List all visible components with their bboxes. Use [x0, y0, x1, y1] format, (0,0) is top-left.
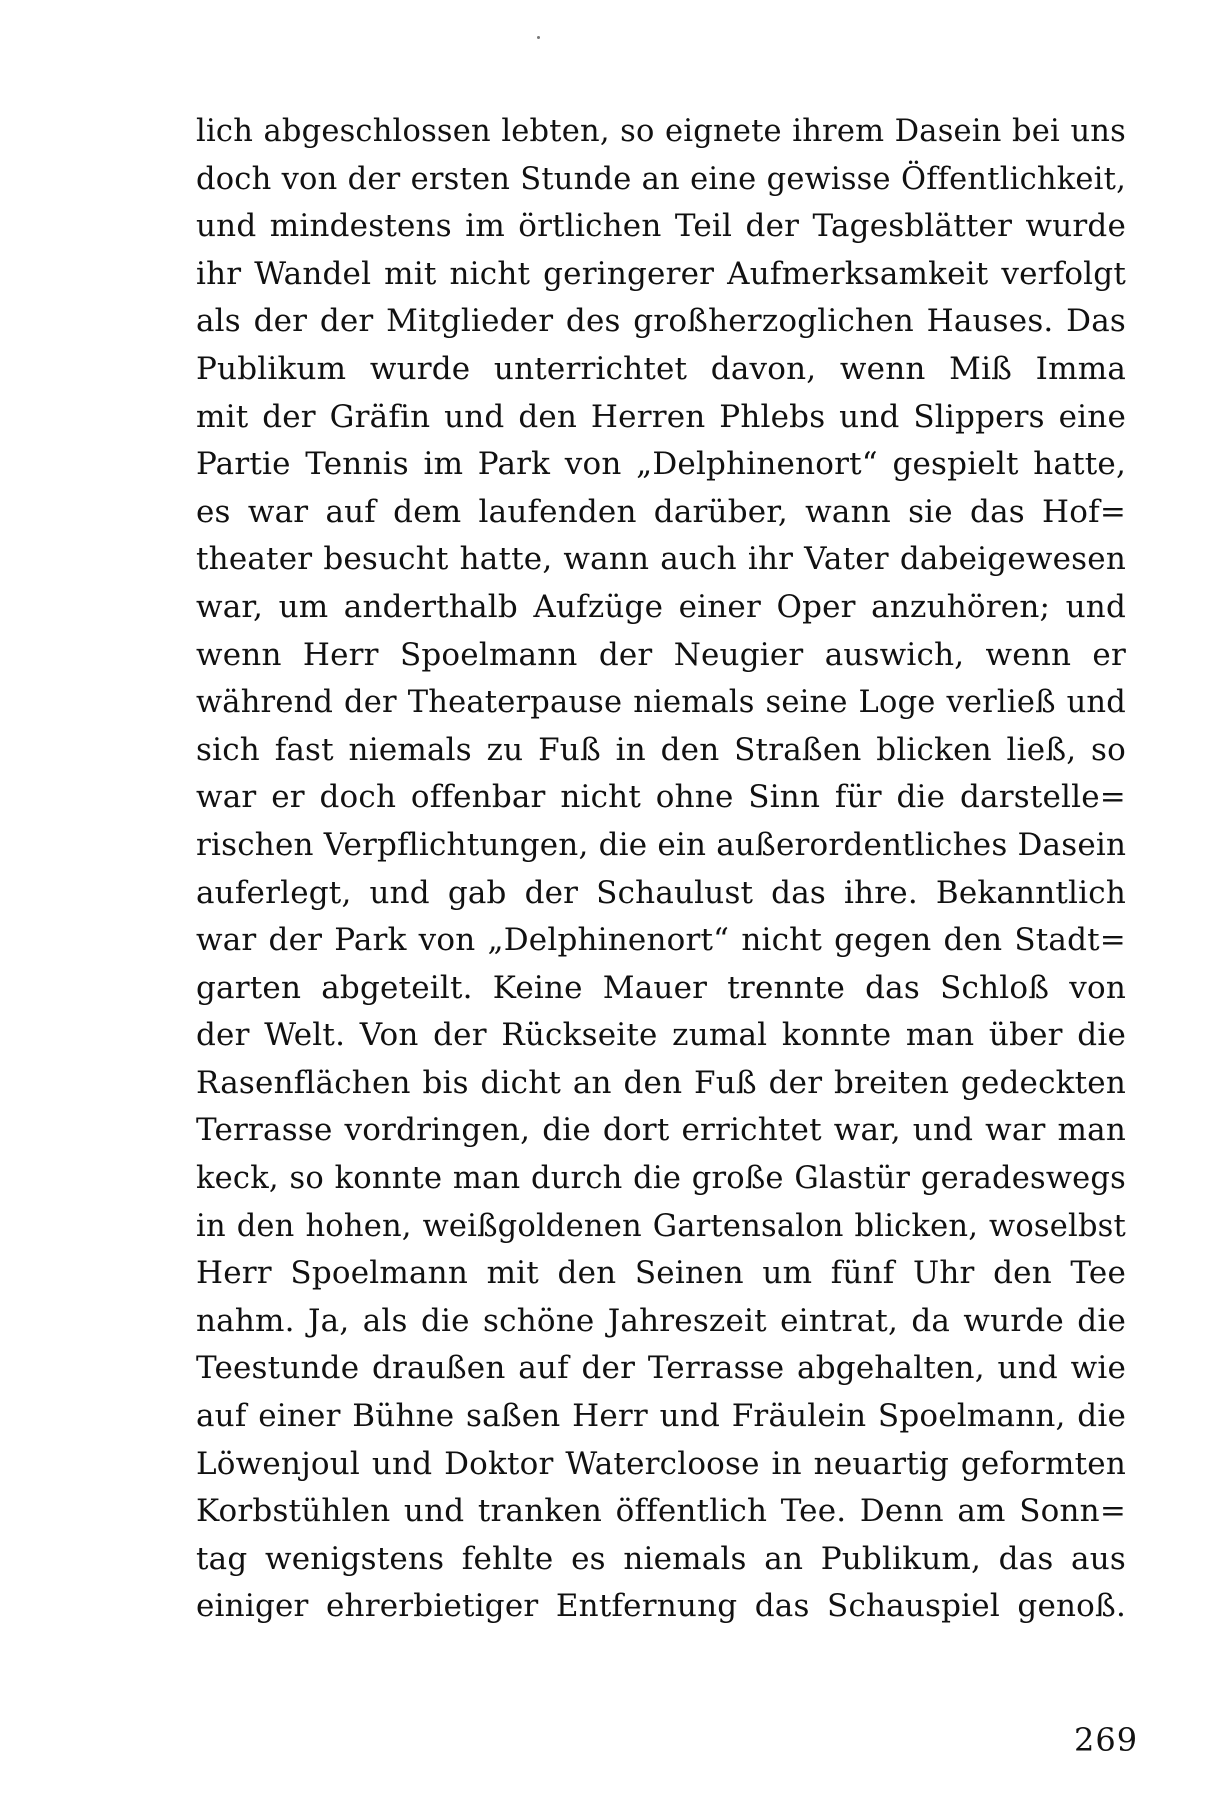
text-line: Terrasse vordringen, die dort errichtet war, und war man — [196, 1112, 1126, 1149]
text-line: war er doch offenbar nicht ohne Sinn für die darstelle= — [196, 779, 1126, 816]
text-line: sich fast niemals zu Fuß in den Straßen blicken ließ, so — [196, 731, 1126, 768]
text-line: war, um anderthalb Aufzüge einer Oper anzuhören; und — [196, 588, 1126, 625]
text-line: theater besucht hatte, wann auch ihr Vater dabeigewesen — [196, 541, 1126, 578]
text-line: Partie Tennis im Park von „Delphinenort“ gespielt hatte, — [196, 446, 1126, 483]
text-line: ihr Wandel mit nicht geringerer Aufmerksamkeit verfolgt — [196, 255, 1126, 292]
text-line: einiger ehrerbietiger Entfernung das Schauspiel genoß. — [196, 1588, 1126, 1625]
text-line: Teestunde draußen auf der Terrasse abgehalten, und wie — [196, 1350, 1126, 1387]
text-line: und mindestens im örtlichen Teil der Tagesblätter wurde — [196, 208, 1126, 245]
text-line: war der Park von „Delphinenort“ nicht gegen den Stadt= — [196, 922, 1126, 959]
scan-speck — [537, 36, 540, 39]
text-line: mit der Gräfin und den Herren Phlebs und Slippers eine — [196, 398, 1126, 435]
text-line: Publikum wurde unterrichtet davon, wenn Miß Imma — [196, 350, 1126, 387]
text-line: auferlegt, und gab der Schaulust das ihre. Bekanntlich — [196, 874, 1126, 911]
text-line: Herr Spoelmann mit den Seinen um fünf Uhr den Tee — [196, 1255, 1126, 1292]
text-line: wenn Herr Spoelmann der Neugier auswich, wenn er — [196, 636, 1126, 673]
text-line: in den hohen, weißgoldenen Gartensalon blicken, woselbst — [196, 1208, 1126, 1244]
text-line: während der Theaterpause niemals seine Loge verließ und — [196, 685, 1126, 721]
text-line: Korbstühlen und tranken öffentlich Tee. Denn am Sonn= — [196, 1493, 1126, 1530]
text-line: rischen Verpflichtungen, die ein außerordentliches Dasein — [196, 826, 1127, 863]
text-line: der Welt. Von der Rückseite zumal konnte man über die — [196, 1017, 1126, 1054]
page-number: 269 — [1074, 1721, 1139, 1759]
text-line: nahm. Ja, als die schöne Jahreszeit eintrat, da wurde die — [196, 1302, 1126, 1339]
text-line: keck, so konnte man durch die große Glastür geradeswegs — [196, 1161, 1126, 1197]
text-line: Rasenflächen bis dicht an den Fuß der breiten gedeckten — [196, 1064, 1126, 1101]
text-line: doch von der ersten Stunde an eine gewisse Öffentlichkeit, — [196, 161, 1126, 197]
text-line: garten abgeteilt. Keine Mauer trennte das Schloß von — [196, 969, 1126, 1006]
text-line: als der der Mitglieder des großherzoglichen Hauses. Das — [196, 303, 1126, 340]
text-line: tag wenigstens fehlte es niemals an Publikum, das aus — [196, 1540, 1126, 1577]
text-line: es war auf dem laufenden darüber, wann sie das Hof= — [196, 493, 1126, 530]
body-text — [196, 108, 1126, 1631]
text-line: Löwenjoul und Doktor Watercloose in neuartig geformten — [196, 1445, 1126, 1482]
text-line: lich abgeschlossen lebten, so eignete ihrem Dasein bei uns — [196, 114, 1126, 149]
text-line: auf einer Bühne saßen Herr und Fräulein Spoelmann, die — [196, 1398, 1126, 1435]
